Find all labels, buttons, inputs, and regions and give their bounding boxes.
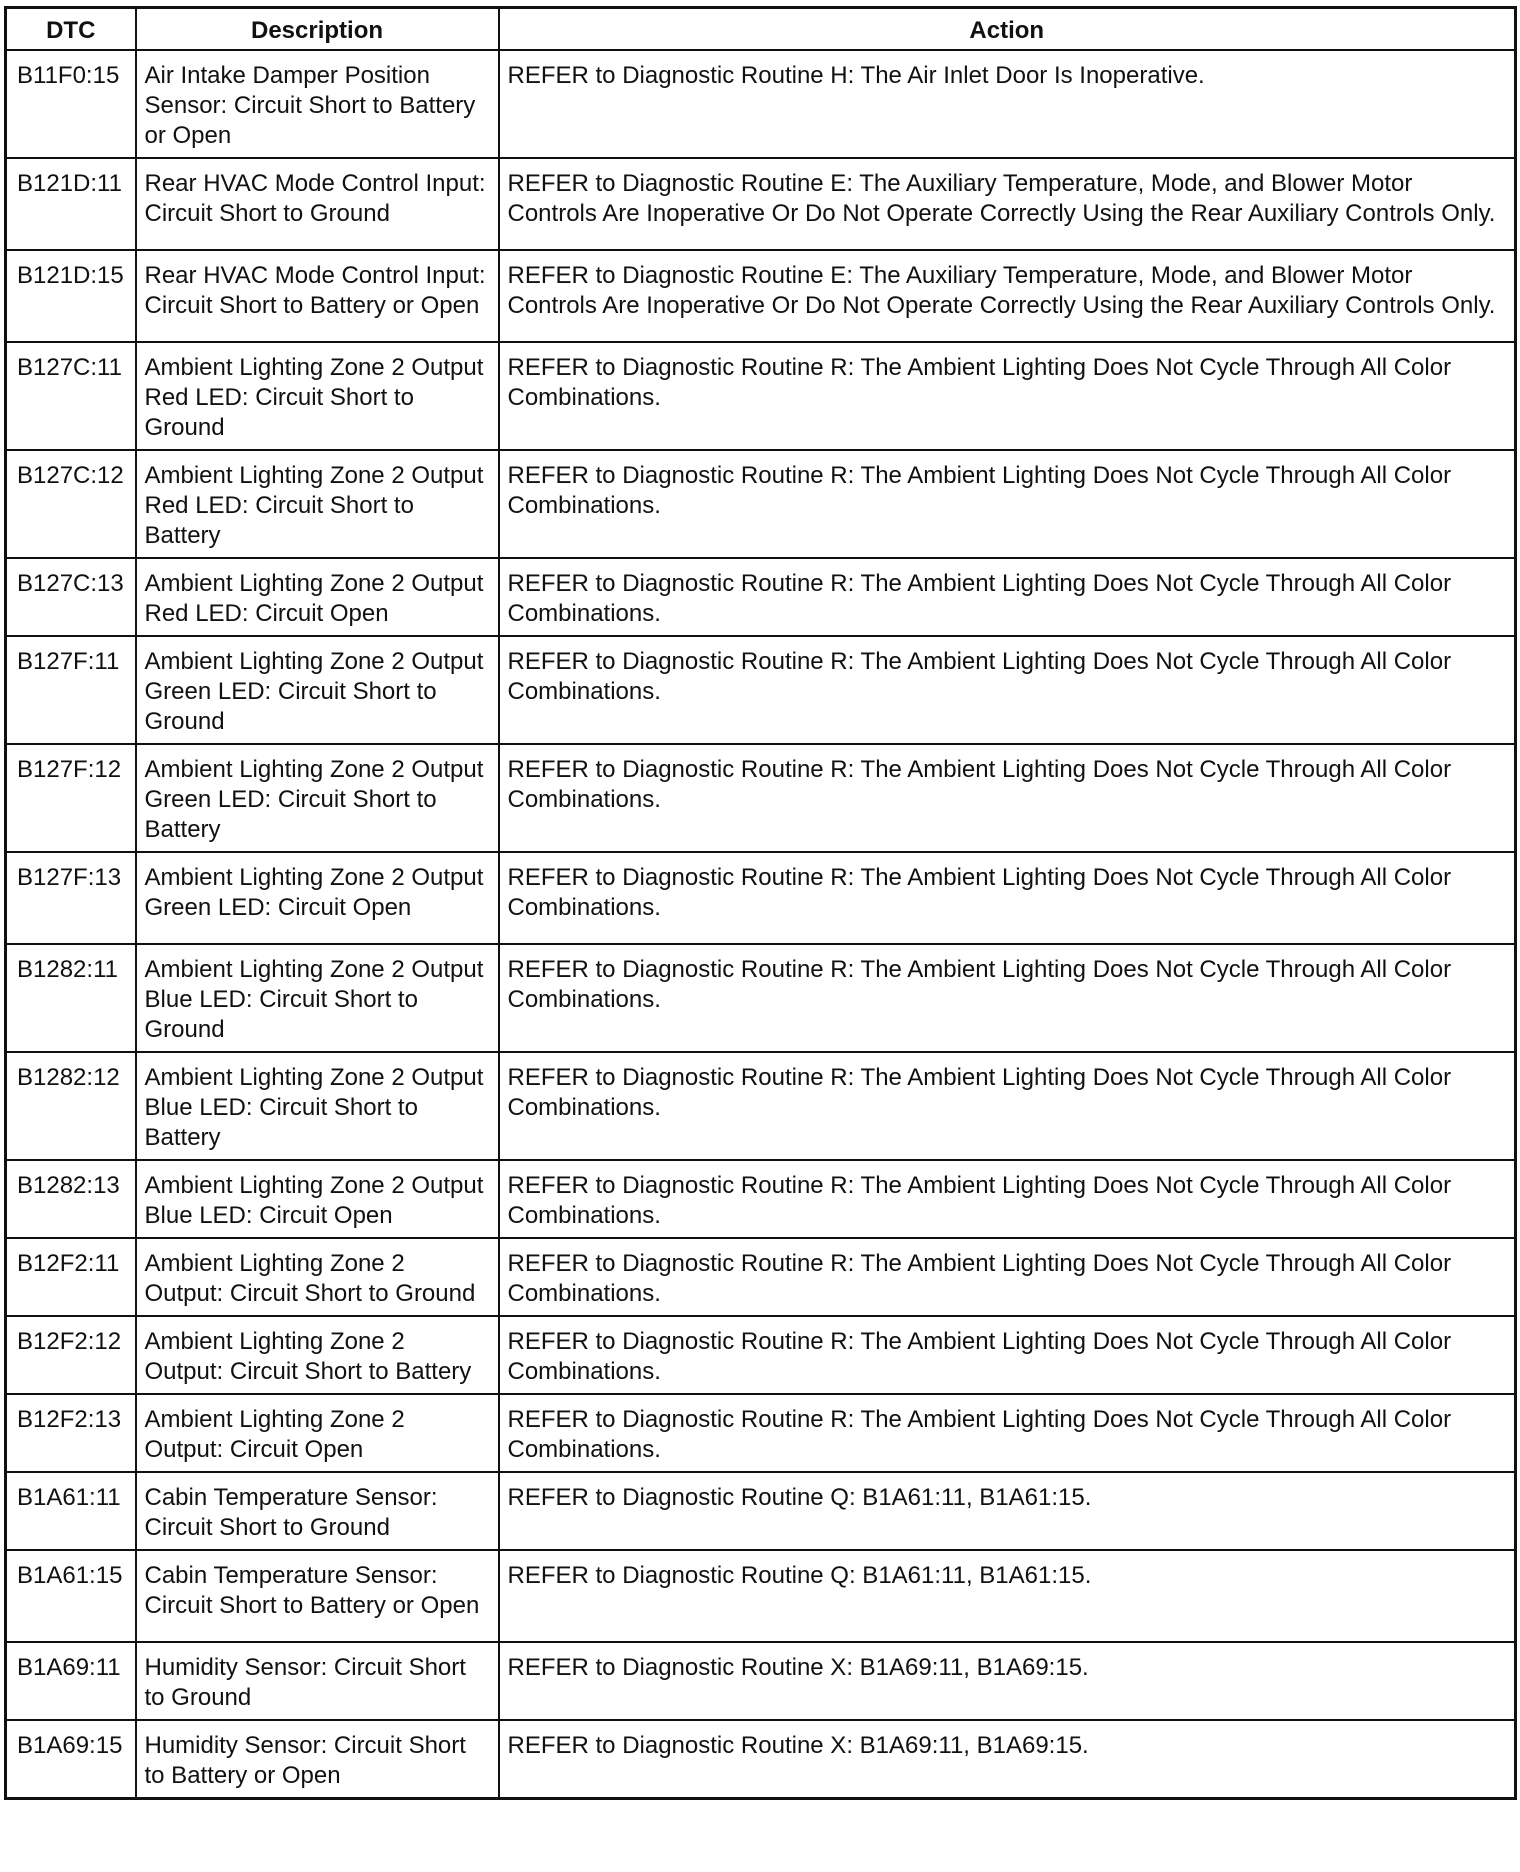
dtc-cell: B1A69:15 — [6, 1720, 136, 1799]
table-row — [6, 944, 1516, 1052]
description-cell: Rear HVAC Mode Control Input: Circuit Short to Battery or Open — [136, 250, 499, 342]
dtc-cell: B1A69:11 — [6, 1642, 136, 1720]
dtc-cell: B1A61:11 — [6, 1472, 136, 1550]
table-row — [6, 1052, 1516, 1160]
action-cell: REFER to Diagnostic Routine E: The Auxiliary Temperature, Mode, and Blower Motor Controls Are Inoperative Or Do Not Operate Correctly Using the Rear Auxiliary Controls Only. — [499, 158, 1516, 250]
dtc-cell: B11F0:15 — [6, 50, 136, 158]
dtc-cell: B127F:13 — [6, 852, 136, 944]
action-cell: REFER to Diagnostic Routine E: The Auxiliary Temperature, Mode, and Blower Motor Controls Are Inoperative Or Do Not Operate Correctly Using the Rear Auxiliary Controls Only. — [499, 250, 1516, 342]
dtc-cell: B1A61:15 — [6, 1550, 136, 1642]
dtc-cell: B121D:11 — [6, 158, 136, 250]
description-cell: Ambient Lighting Zone 2 Output Blue LED: Circuit Short to Battery — [136, 1052, 499, 1160]
table-row — [6, 1238, 1516, 1316]
description-cell: Ambient Lighting Zone 2 Output Red LED: Circuit Short to Battery — [136, 450, 499, 558]
action-cell: REFER to Diagnostic Routine R: The Ambient Lighting Does Not Cycle Through All Color Combinations. — [499, 1394, 1516, 1472]
dtc-cell: B12F2:12 — [6, 1316, 136, 1394]
table-row — [6, 50, 1516, 158]
table-row — [6, 1642, 1516, 1720]
table-row — [6, 1394, 1516, 1472]
action-cell: REFER to Diagnostic Routine R: The Ambient Lighting Does Not Cycle Through All Color Combinations. — [499, 944, 1516, 1052]
description-cell: Ambient Lighting Zone 2 Output Blue LED: Circuit Short to Ground — [136, 944, 499, 1052]
dtc-cell: B127C:12 — [6, 450, 136, 558]
action-cell: REFER to Diagnostic Routine R: The Ambient Lighting Does Not Cycle Through All Color Combinations. — [499, 342, 1516, 450]
action-cell: REFER to Diagnostic Routine R: The Ambient Lighting Does Not Cycle Through All Color Combinations. — [499, 852, 1516, 944]
description-cell: Ambient Lighting Zone 2 Output Green LED: Circuit Open — [136, 852, 499, 944]
table-row — [6, 636, 1516, 744]
description-cell: Ambient Lighting Zone 2 Output Green LED: Circuit Short to Battery — [136, 744, 499, 852]
dtc-cell: B1282:13 — [6, 1160, 136, 1238]
description-cell: Ambient Lighting Zone 2 Output: Circuit Short to Battery — [136, 1316, 499, 1394]
dtc-cell: B12F2:11 — [6, 1238, 136, 1316]
description-cell: Ambient Lighting Zone 2 Output: Circuit Open — [136, 1394, 499, 1472]
description-cell: Ambient Lighting Zone 2 Output: Circuit Short to Ground — [136, 1238, 499, 1316]
table-row — [6, 342, 1516, 450]
table-row — [6, 1550, 1516, 1642]
action-cell: REFER to Diagnostic Routine X: B1A69:11, B1A69:15. — [499, 1642, 1516, 1720]
action-cell: REFER to Diagnostic Routine R: The Ambient Lighting Does Not Cycle Through All Color Combinations. — [499, 1052, 1516, 1160]
table-row — [6, 1316, 1516, 1394]
column-header-description: Description — [136, 8, 499, 50]
column-header-dtc: DTC — [6, 8, 136, 50]
description-cell: Air Intake Damper Position Sensor: Circuit Short to Battery or Open — [136, 50, 499, 158]
column-header-action: Action — [499, 8, 1516, 50]
action-cell: REFER to Diagnostic Routine Q: B1A61:11, B1A61:15. — [499, 1472, 1516, 1550]
dtc-cell: B1282:12 — [6, 1052, 136, 1160]
dtc-cell: B121D:15 — [6, 250, 136, 342]
action-cell: REFER to Diagnostic Routine R: The Ambient Lighting Does Not Cycle Through All Color Combinations. — [499, 558, 1516, 636]
dtc-cell: B127F:11 — [6, 636, 136, 744]
description-cell: Ambient Lighting Zone 2 Output Red LED: Circuit Short to Ground — [136, 342, 499, 450]
table-header-row — [6, 8, 1516, 50]
description-cell: Humidity Sensor: Circuit Short to Ground — [136, 1642, 499, 1720]
description-cell: Cabin Temperature Sensor: Circuit Short to Ground — [136, 1472, 499, 1550]
dtc-table — [4, 6, 1517, 1800]
action-cell: REFER to Diagnostic Routine R: The Ambient Lighting Does Not Cycle Through All Color Combinations. — [499, 1316, 1516, 1394]
table-row — [6, 558, 1516, 636]
table-row — [6, 450, 1516, 558]
action-cell: REFER to Diagnostic Routine R: The Ambient Lighting Does Not Cycle Through All Color Combinations. — [499, 450, 1516, 558]
table-row — [6, 852, 1516, 944]
dtc-cell: B12F2:13 — [6, 1394, 136, 1472]
dtc-cell: B127F:12 — [6, 744, 136, 852]
table-row — [6, 250, 1516, 342]
action-cell: REFER to Diagnostic Routine Q: B1A61:11, B1A61:15. — [499, 1550, 1516, 1642]
table-row — [6, 1720, 1516, 1799]
action-cell: REFER to Diagnostic Routine X: B1A69:11, B1A69:15. — [499, 1720, 1516, 1799]
action-cell: REFER to Diagnostic Routine R: The Ambient Lighting Does Not Cycle Through All Color Combinations. — [499, 744, 1516, 852]
dtc-table-container — [4, 6, 1514, 1800]
table-row — [6, 744, 1516, 852]
description-cell: Ambient Lighting Zone 2 Output Red LED: Circuit Open — [136, 558, 499, 636]
dtc-cell: B1282:11 — [6, 944, 136, 1052]
description-cell: Cabin Temperature Sensor: Circuit Short to Battery or Open — [136, 1550, 499, 1642]
table-row — [6, 158, 1516, 250]
action-cell: REFER to Diagnostic Routine R: The Ambient Lighting Does Not Cycle Through All Color Combinations. — [499, 636, 1516, 744]
table-row — [6, 1160, 1516, 1238]
action-cell: REFER to Diagnostic Routine R: The Ambient Lighting Does Not Cycle Through All Color Combinations. — [499, 1238, 1516, 1316]
description-cell: Ambient Lighting Zone 2 Output Blue LED: Circuit Open — [136, 1160, 499, 1238]
action-cell: REFER to Diagnostic Routine H: The Air Inlet Door Is Inoperative. — [499, 50, 1516, 158]
action-cell: REFER to Diagnostic Routine R: The Ambient Lighting Does Not Cycle Through All Color Combinations. — [499, 1160, 1516, 1238]
dtc-cell: B127C:11 — [6, 342, 136, 450]
description-cell: Ambient Lighting Zone 2 Output Green LED: Circuit Short to Ground — [136, 636, 499, 744]
dtc-cell: B127C:13 — [6, 558, 136, 636]
table-row — [6, 1472, 1516, 1550]
description-cell: Rear HVAC Mode Control Input: Circuit Short to Ground — [136, 158, 499, 250]
description-cell: Humidity Sensor: Circuit Short to Battery or Open — [136, 1720, 499, 1799]
